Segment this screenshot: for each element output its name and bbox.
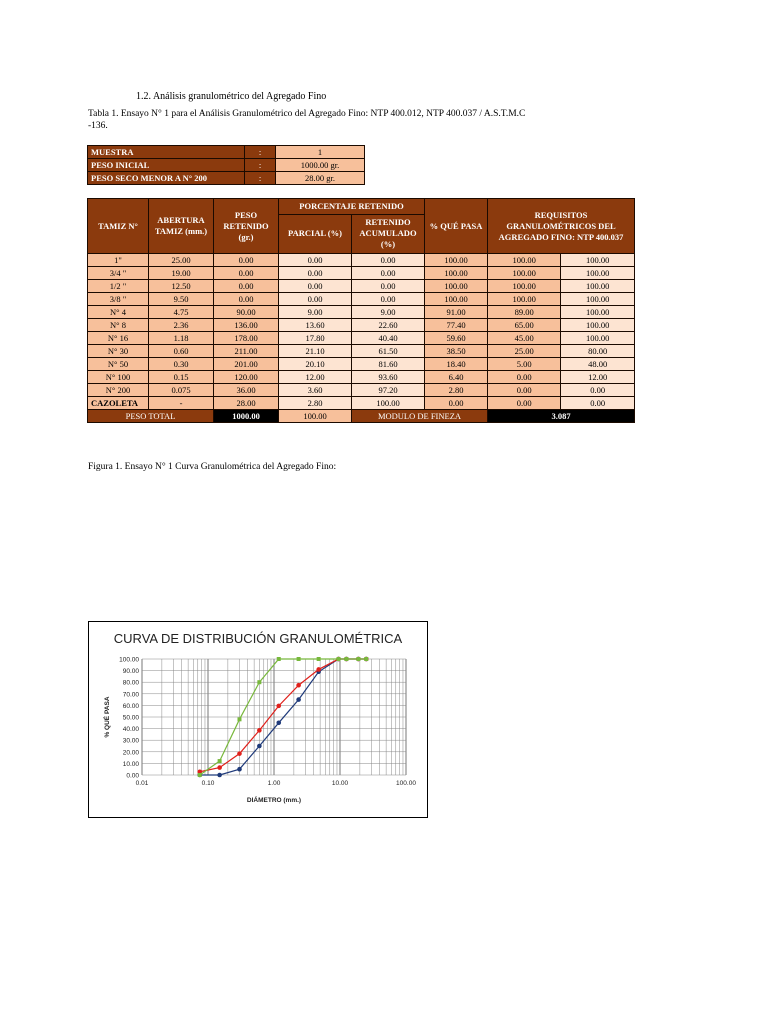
sample-label: MUESTRA <box>88 146 245 159</box>
table-cell: 25.00 <box>149 254 214 267</box>
table-cell: 2.80 <box>279 397 352 410</box>
table-cell: 17.80 <box>279 332 352 345</box>
separator: : <box>245 146 276 159</box>
table-cell: 80.00 <box>561 345 635 358</box>
table-cell: 0.00 <box>279 254 352 267</box>
table-cell: 0.00 <box>352 293 425 306</box>
y-tick-label: 0.00 <box>126 772 139 780</box>
parcial-total-value: 100.00 <box>279 410 352 423</box>
table-cell: 77.40 <box>425 319 488 332</box>
table-cell: 0.00 <box>214 267 279 280</box>
y-tick-label: 30.00 <box>122 737 139 745</box>
table-cell: 120.00 <box>214 371 279 384</box>
header-pasa: % QUÉ PASA <box>425 199 488 254</box>
x-tick-label: 0.10 <box>201 780 215 787</box>
sample-row <box>88 146 365 159</box>
table-cell: 0.00 <box>352 254 425 267</box>
peso-total-value: 1000.00 <box>214 410 279 423</box>
table-cell: 100.00 <box>425 254 488 267</box>
table-cell: 12.50 <box>149 280 214 293</box>
table-cell: 100.00 <box>561 319 635 332</box>
x-tick-label: 0.01 <box>135 780 149 787</box>
table-cell: N° 200 <box>88 384 149 397</box>
table-cell: N° 4 <box>88 306 149 319</box>
chart-canvas <box>89 622 427 817</box>
y-tick-label: 60.00 <box>122 702 139 710</box>
section-heading: 1.2. Análisis granulométrico del Agregado Fino <box>136 91 327 102</box>
grain-size-chart <box>88 621 428 818</box>
table-cell: 1/2 " <box>88 280 149 293</box>
series-point <box>257 728 262 733</box>
table-cell: 45.00 <box>488 332 561 345</box>
x-tick-label: 1.00 <box>267 780 281 787</box>
table-row <box>88 319 635 332</box>
series-point <box>218 759 222 763</box>
separator: : <box>245 159 276 172</box>
sample-info-table <box>87 145 365 185</box>
table-cell: 97.20 <box>352 384 425 397</box>
series-point <box>364 657 368 661</box>
table-cell: 38.50 <box>425 345 488 358</box>
header-parcial: PARCIAL (%) <box>279 214 352 253</box>
series-point <box>237 767 242 772</box>
totals-row <box>88 410 635 423</box>
y-tick-label: 40.00 <box>122 726 139 734</box>
figure-caption: Figura 1. Ensayo N° 1 Curva Granulométrica del Agregado Fino: <box>88 462 337 472</box>
table-cell: 1" <box>88 254 149 267</box>
table-cell: 178.00 <box>214 332 279 345</box>
header-abertura: ABERTURA TAMIZ (mm.) <box>149 199 214 254</box>
table-row <box>88 371 635 384</box>
header-row-1 <box>88 199 635 215</box>
series-point <box>356 657 360 661</box>
table-cell: 6.40 <box>425 371 488 384</box>
table-cell: 5.00 <box>488 358 561 371</box>
table-cell: N° 50 <box>88 358 149 371</box>
table-cell: 40.40 <box>352 332 425 345</box>
series-point <box>237 717 241 721</box>
series-point <box>217 765 222 770</box>
table-row <box>88 332 635 345</box>
table-cell: 2.80 <box>425 384 488 397</box>
table-cell: 91.00 <box>425 306 488 319</box>
table-row <box>88 254 635 267</box>
table-cell: 2.36 <box>149 319 214 332</box>
table-cell: 61.50 <box>352 345 425 358</box>
table-cell: 0.00 <box>214 280 279 293</box>
table-row <box>88 358 635 371</box>
table-cell: 0.00 <box>488 397 561 410</box>
table-cell: 100.00 <box>425 267 488 280</box>
table-cell: 12.00 <box>561 371 635 384</box>
y-tick-label: 100.00 <box>119 656 139 664</box>
table-cell: 4.75 <box>149 306 214 319</box>
sieve-analysis-table <box>87 198 635 423</box>
table-cell: 19.00 <box>149 267 214 280</box>
table-cell: 1.18 <box>149 332 214 345</box>
series-point <box>277 657 281 661</box>
table-cell: 0.00 <box>488 384 561 397</box>
table-cell: 22.60 <box>352 319 425 332</box>
table-cell: 0.15 <box>149 371 214 384</box>
table-cell: 100.00 <box>352 397 425 410</box>
table-cell: 0.00 <box>352 267 425 280</box>
table-cell: 81.60 <box>352 358 425 371</box>
series-point <box>344 657 348 661</box>
table-cell: 36.00 <box>214 384 279 397</box>
table-cell: 3/4 " <box>88 267 149 280</box>
table-cell: 100.00 <box>561 293 635 306</box>
table-cell: N° 16 <box>88 332 149 345</box>
table-cell: 0.30 <box>149 358 214 371</box>
initial-weight-label: PESO INICIAL <box>88 159 245 172</box>
header-tamiz: TAMIZ N° <box>88 199 149 254</box>
table-cell: N° 30 <box>88 345 149 358</box>
table-cell: 100.00 <box>488 293 561 306</box>
table-cell: 100.00 <box>425 293 488 306</box>
series-point <box>296 697 301 702</box>
header-peso: PESO RETENIDO (gr.) <box>214 199 279 254</box>
series-point <box>337 657 341 661</box>
series-point <box>316 667 321 672</box>
table-cell: 201.00 <box>214 358 279 371</box>
table-cell: - <box>149 397 214 410</box>
table-cell: 0.00 <box>488 371 561 384</box>
table-row <box>88 345 635 358</box>
table-row <box>88 280 635 293</box>
table-cell: 9.00 <box>352 306 425 319</box>
table-cell: 100.00 <box>488 280 561 293</box>
initial-weight-value: 1000.00 gr. <box>276 159 365 172</box>
y-axis-label: % QUÉ PASA <box>104 696 111 738</box>
series-point <box>276 704 281 709</box>
peso-total-label: PESO TOTAL <box>88 410 214 423</box>
table-cell: 13.60 <box>279 319 352 332</box>
table-cell: 9.00 <box>279 306 352 319</box>
table-cell: 20.10 <box>279 358 352 371</box>
table-cell: 0.00 <box>214 254 279 267</box>
table-cell: 48.00 <box>561 358 635 371</box>
table-cell: 0.00 <box>352 280 425 293</box>
table-cell: 100.00 <box>561 306 635 319</box>
table-row <box>88 384 635 397</box>
modulo-value: 3.087 <box>488 410 635 423</box>
table-cell: N° 100 <box>88 371 149 384</box>
table-row <box>88 293 635 306</box>
table-row <box>88 267 635 280</box>
table-cell: 100.00 <box>561 332 635 345</box>
table-cell: 90.00 <box>214 306 279 319</box>
dry-weight-row <box>88 172 365 185</box>
table-cell: 100.00 <box>488 254 561 267</box>
table-cell: 12.00 <box>279 371 352 384</box>
table-cell: 89.00 <box>488 306 561 319</box>
table-cell: CAZOLETA <box>88 397 149 410</box>
series-point <box>317 657 321 661</box>
table-cell: 28.00 <box>214 397 279 410</box>
y-tick-label: 50.00 <box>122 714 139 722</box>
y-tick-label: 80.00 <box>122 679 139 687</box>
header-acumulado: RETENIDO ACUMULADO (%) <box>352 214 425 253</box>
x-axis-label: DIÁMETRO (mm.) <box>246 797 302 804</box>
series-point <box>217 773 222 778</box>
header-requisitos: REQUISITOS GRANULOMÉTRICOS DEL AGREGADO FINO: NTP 400.037 <box>488 199 635 254</box>
series-point <box>198 773 202 777</box>
table-cell: 100.00 <box>561 267 635 280</box>
y-tick-label: 20.00 <box>122 749 139 757</box>
table-cell: 3/8 " <box>88 293 149 306</box>
dry-weight-label: PESO SECO MENOR A N° 200 <box>88 172 245 185</box>
table-cell: 0.075 <box>149 384 214 397</box>
table-cell: 100.00 <box>425 280 488 293</box>
y-tick-label: 90.00 <box>122 668 139 676</box>
table-cell: 9.50 <box>149 293 214 306</box>
series-point <box>297 657 301 661</box>
table-cell: 0.00 <box>425 397 488 410</box>
series-point <box>296 683 301 688</box>
table-cell: 21.10 <box>279 345 352 358</box>
table-cell: 0.00 <box>561 397 635 410</box>
y-tick-label: 70.00 <box>122 691 139 699</box>
x-tick-label: 10.00 <box>331 780 349 787</box>
chart-title: CURVA DE DISTRIBUCIÓN GRANULOMÉTRICA <box>113 631 403 646</box>
table-row <box>88 306 635 319</box>
table-cell: 18.40 <box>425 358 488 371</box>
table-cell: 0.00 <box>214 293 279 306</box>
table-cell: 0.00 <box>279 267 352 280</box>
series-point <box>276 721 281 726</box>
table-cell: 0.00 <box>279 293 352 306</box>
table-cell: 0.60 <box>149 345 214 358</box>
initial-weight-row <box>88 159 365 172</box>
table-cell: 0.00 <box>561 384 635 397</box>
table-cell: 93.60 <box>352 371 425 384</box>
separator: : <box>245 172 276 185</box>
table-cell: 65.00 <box>488 319 561 332</box>
x-tick-label: 100.00 <box>396 780 416 787</box>
table-row <box>88 397 635 410</box>
modulo-label: MODULO DE FINEZA <box>352 410 488 423</box>
table-cell: 0.00 <box>279 280 352 293</box>
table-cell: 136.00 <box>214 319 279 332</box>
dry-weight-value: 28.00 gr. <box>276 172 365 185</box>
y-tick-label: 10.00 <box>122 760 139 768</box>
table-cell: 59.60 <box>425 332 488 345</box>
table-cell: 25.00 <box>488 345 561 358</box>
series-point <box>237 751 242 756</box>
sample-value: 1 <box>276 146 365 159</box>
series-point <box>257 680 261 684</box>
header-porcentaje: PORCENTAJE RETENIDO <box>279 199 425 215</box>
table-cell: 100.00 <box>488 267 561 280</box>
series-point <box>257 744 262 749</box>
table-cell: N° 8 <box>88 319 149 332</box>
table-cell: 100.00 <box>561 280 635 293</box>
table-cell: 100.00 <box>561 254 635 267</box>
table-caption: Tabla 1. Ensayo N° 1 para el Análisis Granulométrico del Agregado Fino: NTP 400.012, NTP 400.037 / A.S.T.M.C -136. <box>88 109 526 131</box>
table-cell: 3.60 <box>279 384 352 397</box>
table-cell: 211.00 <box>214 345 279 358</box>
